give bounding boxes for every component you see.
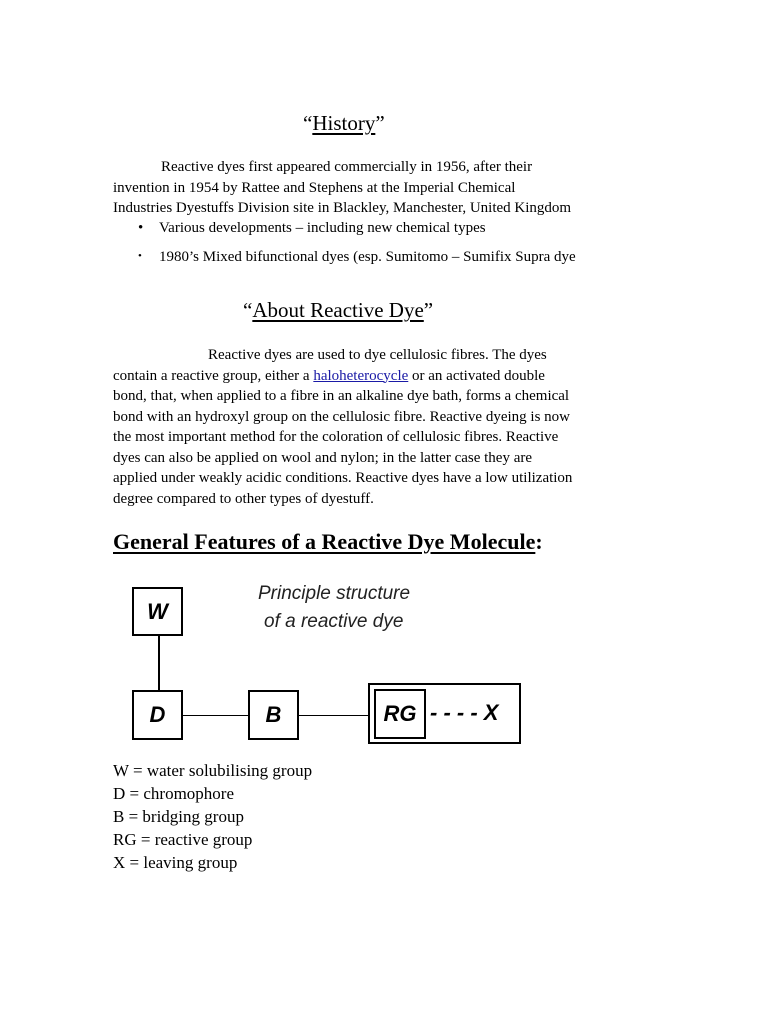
diagram-caption-line: Principle structure <box>258 583 411 604</box>
box-w <box>132 587 183 636</box>
about-heading <box>243 297 433 323</box>
list-item <box>138 246 576 267</box>
legend-item: RG = reactive group <box>113 830 253 849</box>
history-heading-close-quote: ” <box>375 111 385 135</box>
diagram-caption-line: of a reactive dye <box>264 611 404 632</box>
box-b-label: B <box>265 702 282 727</box>
bullet-icon: • <box>138 220 144 236</box>
box-b <box>248 690 299 740</box>
features-title-colon: : <box>535 529 543 554</box>
about-line: bond with an hydroxyl group on the cellulosic fibre. Reactive dyeing is now <box>113 408 570 425</box>
history-heading-text: History <box>312 111 376 135</box>
about-line: Reactive dyes are used to dye cellulosic fibres. The dyes <box>208 347 547 363</box>
legend-item: X = leaving group <box>113 853 238 872</box>
diagram-legend <box>113 759 312 874</box>
box-rg <box>374 689 426 739</box>
list-item <box>138 218 486 238</box>
about-line: applied under weakly acidic conditions. Reactive dyes have a low utilization <box>113 470 573 486</box>
connector-w-d <box>158 634 160 691</box>
legend-item: B = bridging group <box>113 807 244 826</box>
box-rg-label: RG <box>383 701 417 726</box>
about-heading-text: About Reactive Dye <box>252 298 424 322</box>
about-line: degree compared to other types of dyestuff. <box>113 490 374 507</box>
history-paragraph <box>113 157 571 219</box>
features-title-text: General Features of a Reactive Dye Molecule <box>113 529 536 554</box>
leaving-group-label: - - - - X <box>430 700 499 725</box>
about-paragraph <box>113 345 572 509</box>
bullet-text: 1980’s Mixed bifunctional dyes (esp. Sumitomo – Sumifix Supra dye <box>159 249 576 265</box>
haloheterocycle-link[interactable]: haloheterocycle <box>313 367 409 384</box>
history-line: Reactive dyes first appeared commercially in 1956, after their <box>161 159 533 175</box>
about-line: dyes can also be applied on wool and nylon; in the latter case they are <box>113 449 533 466</box>
box-d <box>132 690 183 740</box>
history-line: invention in 1954 by Rattee and Stephens at the Imperial Chemical <box>113 179 516 196</box>
about-line: the most important method for the coloration of cellulosic fibres. Reactive <box>113 429 559 445</box>
bullet-text: Various developments – including new chemical types <box>159 220 486 236</box>
about-heading-close-quote: ” <box>423 298 434 322</box>
connector-b-rg <box>298 715 370 716</box>
legend-item: D = chromophore <box>113 784 235 803</box>
about-line-text: contain a reactive group, either a <box>113 367 314 384</box>
legend-item: W = water solubilising group <box>113 761 313 780</box>
about-heading-open-quote: “ <box>243 298 253 322</box>
history-heading-open-quote: “ <box>303 111 313 135</box>
bullet-icon: • <box>138 250 142 262</box>
box-d-label: D <box>149 702 166 727</box>
about-line <box>113 366 572 387</box>
diagram-caption <box>258 580 410 636</box>
features-title <box>113 528 543 556</box>
about-line-text: or an activated double <box>408 367 545 384</box>
history-line: Industries Dyestuffs Division site in Blackley, Manchester, United Kingdom <box>113 200 572 216</box>
connector-d-b <box>182 715 250 716</box>
box-w-label: W <box>147 598 168 624</box>
history-heading <box>303 110 385 136</box>
about-line: bond, that, when applied to a fibre in an alkaline dye bath, forms a chemical <box>113 388 570 404</box>
